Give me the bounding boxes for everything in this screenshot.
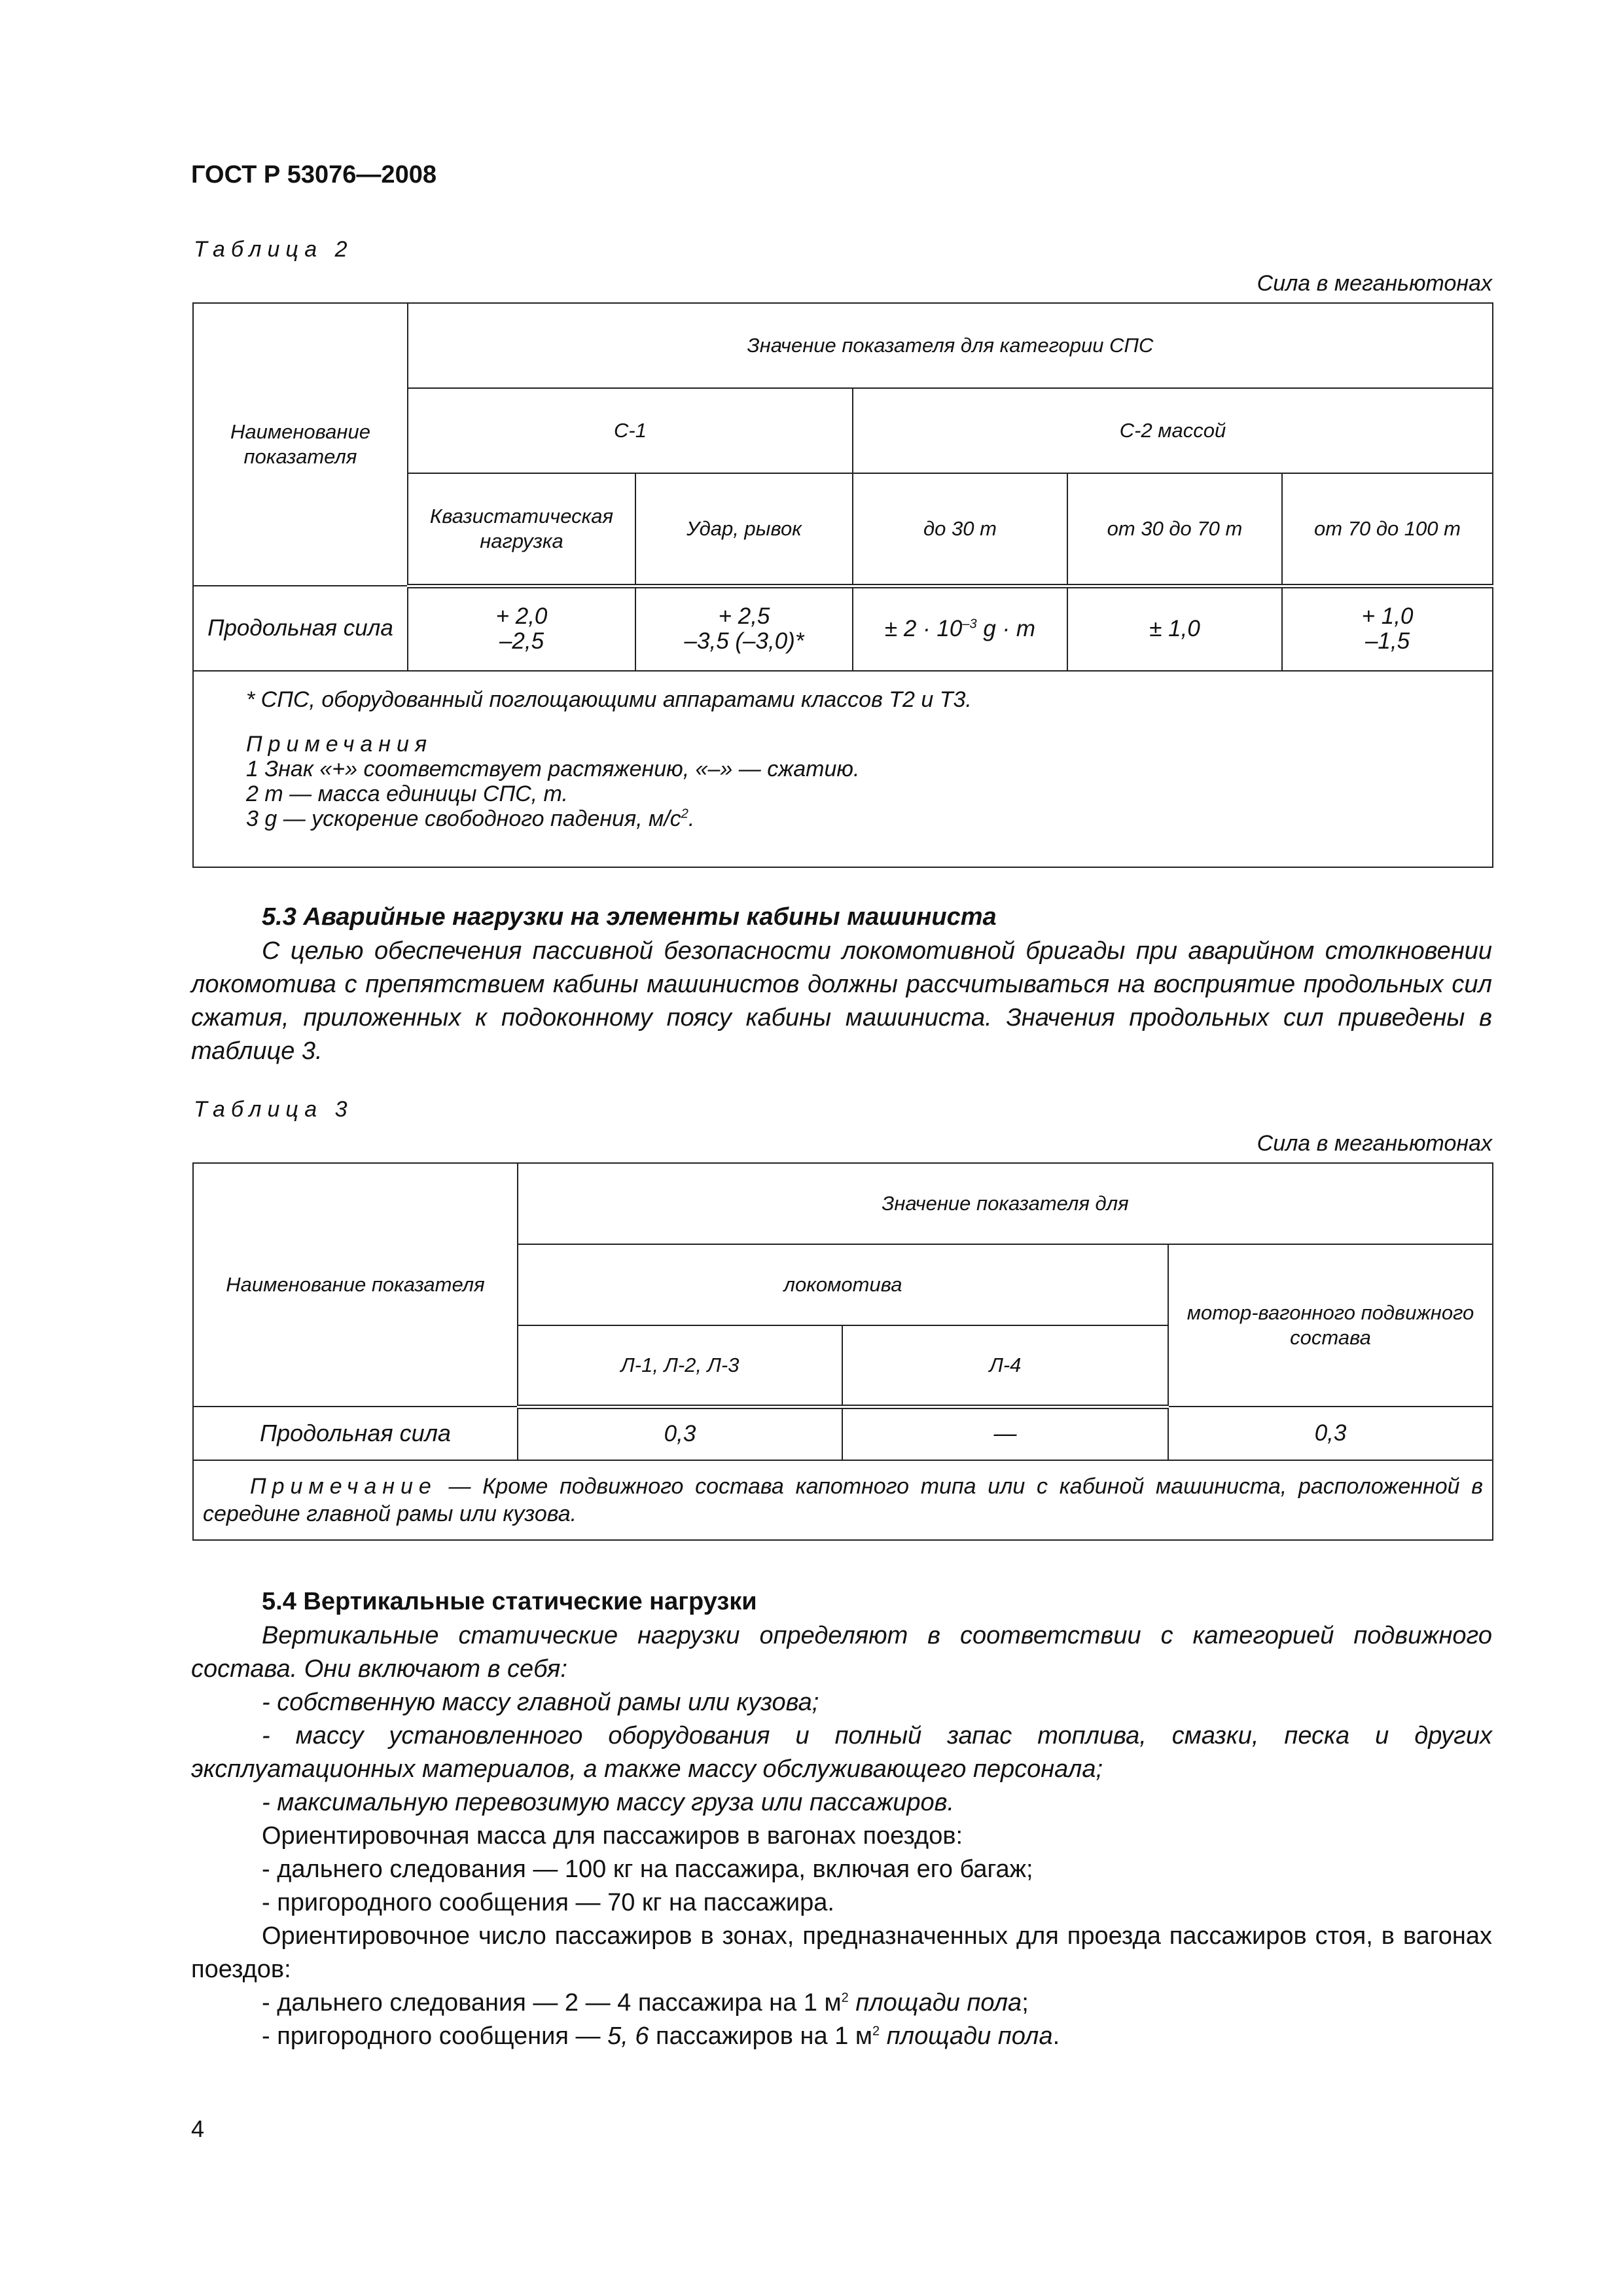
table2-header-name: Наименование показателя [193, 303, 408, 586]
table3-sub-l1-l3: Л-1, Л-2, Л-3 [518, 1325, 842, 1407]
table2-header-c1: С-1 [408, 388, 853, 473]
table2-row-name: Продольная сила [193, 586, 408, 671]
table2-value-c1-quasi: + 2,0 –2,5 [408, 586, 635, 671]
table2-note-3: 3 g — ускорение свободного падения, $м/с^2$. [246, 806, 695, 831]
table3-note: Примечание — Кроме подвижного состава капотного типа или с кабиной машиниста, расположенной в середине главной рамы или кузова. [193, 1460, 1493, 1540]
table2-note-2: 2 m — масса единицы СПС, т. [246, 781, 568, 806]
section-5-4-item-2: - массу установленного оборудования и полный запас топлива, смазки, песка и других эксплуатационных материалов, а также массу обслуживающего персонала; [191, 1722, 1492, 1783]
table2-notes-title: Примечания [246, 732, 433, 757]
section-5-4-item-1: - собственную массу главной рамы или кузова; [262, 1689, 819, 1716]
section-5-3-title: 5.3 Аварийные нагрузки на элементы кабины машиниста [262, 903, 997, 931]
section-5-4-body [191, 1619, 1492, 2053]
table3-header-mvps: мотор-вагонного подвижного состава [1168, 1244, 1493, 1407]
table2-sub-quasistatic: Квазистатическая нагрузка [408, 473, 635, 586]
section-5-4-mass-item-1: - дальнего следования — 100 кг на пассажира, включая его багаж; [262, 1856, 1033, 1883]
table2-value-to30: ± $2 \cdot 10^{-3}$ g · m [853, 586, 1067, 671]
table3-value-mvps: 0,3 [1168, 1407, 1493, 1460]
table2-unit: Сила в меганьютонах [1257, 271, 1492, 296]
document-code: ГОСТ Р 53076—2008 [191, 161, 437, 188]
table2-header-value: Значение показателя для категории СПС [408, 303, 1493, 388]
section-5-4-mass-intro: Ориентировочная масса для пассажиров в вагонах поездов: [262, 1822, 963, 1850]
section-5-4-intro: Вертикальные статические нагрузки определяют в соответствии с категорией подвижного состава. Они включают в себя: [191, 1622, 1492, 1683]
section-5-4-count-item-2: - пригородного сообщения — 5, 6 пассажиров на 1 $м^2$ площади пола. [262, 2022, 1060, 2050]
table2-caption: Таблица 2 [194, 237, 353, 262]
table2-footnote: * СПС, оборудованный поглощающими аппаратами классов Т2 и Т3. [246, 687, 972, 712]
table2-value-30to70: ± 1,0 [1067, 586, 1282, 671]
table2 [192, 302, 1493, 868]
section-5-4-count-intro: Ориентировочное число пассажиров в зонах, предназначенных для проезда пассажиров стоя, в вагонах поездов: [191, 1922, 1492, 1983]
table3-unit: Сила в меганьютонах [1257, 1131, 1492, 1156]
table3-header-name: Наименование показателя [193, 1163, 518, 1407]
page-number: 4 [191, 2115, 205, 2142]
table2-sub-impact: Удар, рывок [635, 473, 853, 586]
section-5-4-title: 5.4 Вертикальные статические нагрузки [262, 1588, 757, 1615]
table3-row-name: Продольная сила [193, 1407, 518, 1460]
table2-header-c2: С-2 массой [853, 388, 1493, 473]
table3-caption: Таблица 3 [194, 1097, 353, 1122]
section-5-4-item-3: - максимальную перевозимую массу груза или пассажиров. [262, 1789, 955, 1816]
table2-value-c1-impact: + 2,5 –3,5 (–3,0)* [635, 586, 853, 671]
table2-value-70to100: + 1,0 –1,5 [1282, 586, 1493, 671]
table3-header-value: Значение показателя для [518, 1163, 1493, 1244]
table3-header-loco: локомотива [518, 1244, 1168, 1325]
table2-note-1: 1 Знак «+» соответствует растяжению, «–» — сжатию. [246, 757, 860, 781]
table3-value-l1-l3: 0,3 [518, 1407, 842, 1460]
table3-value-l4: — [842, 1407, 1168, 1460]
section-5-4-mass-item-2: - пригородного сообщения — 70 кг на пассажира. [262, 1889, 834, 1916]
table3-sub-l4: Л-4 [842, 1325, 1168, 1407]
section-5-3-text: С целью обеспечения пассивной безопасности локомотивной бригады при аварийном столкновении локомотива с препятствием кабины машинистов должны рассчитываться на восприятие продольных сил сжатия, приложенных к подоконному поясу кабины машиниста. Значения продольных сил приведены в таблице 3. [191, 937, 1492, 1065]
table2-sub-70to100: от 70 до 100 т [1282, 473, 1493, 586]
table2-sub-30to70: от 30 до 70 т [1067, 473, 1282, 586]
table3 [192, 1162, 1493, 1541]
section-5-4-count-item-1: - дальнего следования — 2 — 4 пассажира на 1 $м^2$ площади пола; [262, 1989, 1029, 2017]
table2-notes [193, 671, 1493, 867]
table2-sub-to30: до 30 т [853, 473, 1067, 586]
